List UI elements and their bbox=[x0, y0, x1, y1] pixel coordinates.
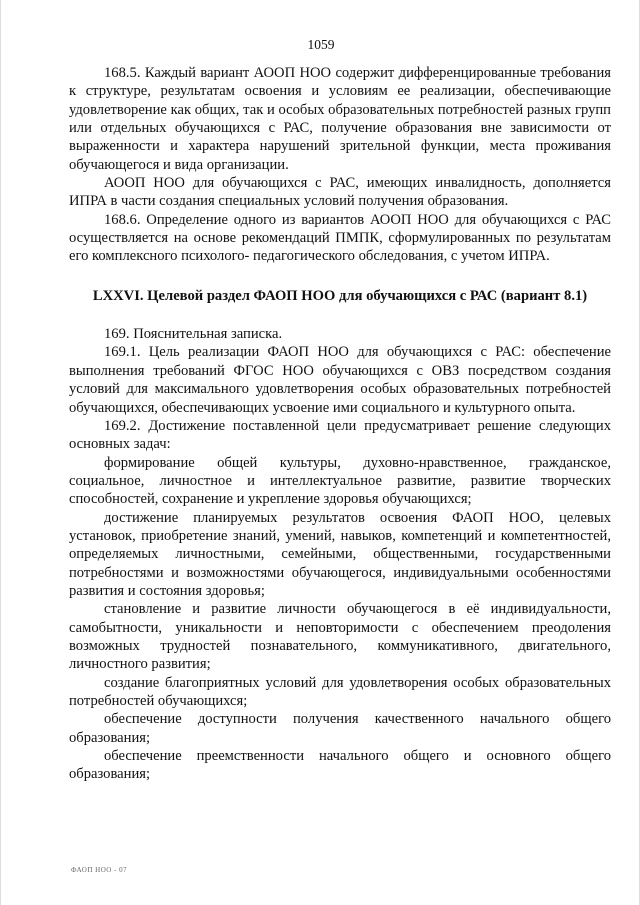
document-body bbox=[69, 64, 611, 784]
paragraph-169-2: 169.2. Достижение поставленной цели предусматривает решение следующих основных задач: bbox=[69, 417, 611, 453]
paragraph-168-5: 168.5. Каждый вариант АООП НОО содержит дифференцированные требования к структуре, результатам освоения и условиям ее реализации, обеспечивающие удовлетворение как общих, так и особых образовательных потребностей разных групп или отдельных обучающихся с РАС, получение образования вне зависимости от выраженности и характера нарушений зрительной функции, места проживания обучающегося и вида организации. bbox=[69, 65, 611, 173]
task-item: достижение планируемых результатов освоения ФАОП НОО, целевых установок, приобретение знаний, умений, навыков, компетенций и компетентностей, определяемых личностными, семейными, общественными, государственными потребностями и возможностями обучающегося, индивидуальными особенностями развития и состояния здоровья; bbox=[69, 509, 611, 599]
task-item: создание благоприятных условий для удовлетворения особых образовательных потребностей обучающихся; bbox=[69, 674, 611, 709]
section-heading: LXXVI. Целевой раздел ФАОП НОО для обучающихся с РАС (вариант 8.1) bbox=[92, 287, 588, 304]
task-item: формирование общей культуры, духовно-нравственное, гражданское, социальное, личностное и интеллектуальное развитие, развитие творческих способностей, сохранение и укрепление здоровья обучающихся; bbox=[69, 454, 611, 508]
task-item: обеспечение преемственности начального общего и основного общего образования; bbox=[69, 748, 611, 783]
paragraph-169: 169. Пояснительная записка. bbox=[104, 326, 283, 343]
paragraph-ipra: АООП НОО для обучающихся с РАС, имеющих инвалидность, дополняется ИПРА в части создания специальных условий получения образования. bbox=[69, 175, 611, 210]
paragraph-169-1: 169.1. Цель реализации ФАОП НОО для обучающихся с РАС: обеспечение выполнения требований ФГОС НОО обучающихся с ОВЗ посредством создания условий для максимального удовлетворения особых образовательных потребностей обучающихся, обеспечивающих усвоение ими социального и культурного опыта. bbox=[69, 344, 611, 416]
paragraph-168-6: 168.6. Определение одного из вариантов АООП НОО для обучающихся с РАС осуществляется на основе рекомендаций ПМПК, сформулированных по результатам его комплексного психолого- педагогического обследования, с учетом ИПРА. bbox=[69, 211, 611, 265]
footer-code: ФАОП НОО - 07 bbox=[71, 866, 128, 874]
page-number: 1059 bbox=[307, 37, 335, 52]
task-item: обеспечение доступности получения качественного начального общего образования; bbox=[69, 711, 611, 746]
task-item: становление и развитие личности обучающегося в её индивидуальности, самобытности, уникальности и неповторимости с обеспечением преодоления возможных трудностей познавательного, коммуникативного, двигательного, личностного развития; bbox=[69, 601, 611, 673]
